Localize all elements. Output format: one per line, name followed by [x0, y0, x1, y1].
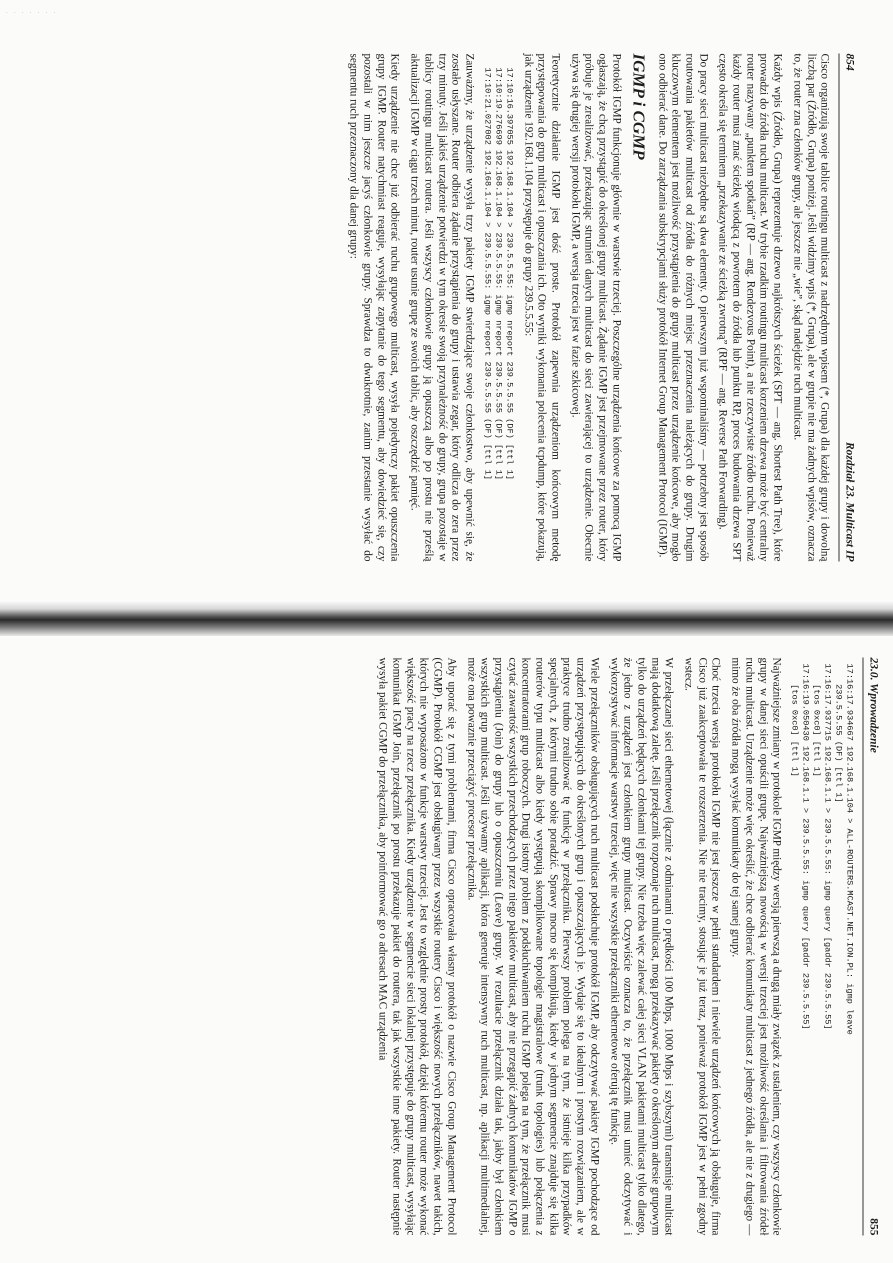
- upper-running-head: [838, 53, 855, 561]
- tcpdump-leave-output: [788, 663, 854, 1235]
- code-line: 17:10:21.027002 192.168.1.104 > 239.5.5.55: igmp nreport 239.5.5.55 (DF) [ttl 1]: [481, 67, 492, 480]
- tcpdump-output: [481, 67, 514, 561]
- code-line: [tos 0xc0] [ttl 1]: [811, 663, 822, 777]
- upper-paragraph: Zauważmy, że urządzenie wysyła trzy pakiety IGMP stwierdzające swoje członkostwo, aby upewnić się, że zostało usłyszane. Router odbiera żądanie przystąpienia do grupy i ustawia zegar, który odlicza do zera przez trzy minuty. Jeśli jakieś urządzenie potwierdzi w tym okresie swoją przynależność do grupy, grupa pozostaje w tablicy routingu multicast routera. Jeśli wszyscy członkowie grupy ją opuszczą albo po prostu nie prześlą aktualizacji IGMP w ciągu trzech minut, router usunie grupę ze swoich tablic, aby oszczędzić pamięć.: [408, 53, 475, 561]
- scan-margin-mark: . . . . . . .: [6, 8, 58, 15]
- code-line: 17:10:16.397055 192.168.1.104 > 239.5.5.55: igmp nreport 239.5.5.55 (DF) [ttl 1]: [503, 67, 514, 480]
- upper-chapter-title: Rozdział 23. Multicast IP: [843, 441, 855, 561]
- lower-page-number: 855: [867, 1217, 879, 1235]
- upper-paragraph: Każdy wpis (Źródło, Grupa) reprezentuje drzewo najkrótszych ścieżek (SPT — ang. Shortest Path Tree), które prowadzi do źródła ruchu multicast. W trybie rzadkim routingu multicast korzeniem drzewa może być centralny router nazywany „punktem spotkań” (RP — ang. Rendezvous Point), a nie rzeczywiste źródło ruchu. Ponieważ każdy router musi znać ścieżkę wiodącą z powrotem do źródła lub punktu RP, proces budowania drzewa SPT często określa się terminem „przekazywanie ze ścieżką zwrotną” (RPF — ang. Reverse Path Forwarding).: [716, 53, 784, 561]
- lower-paragraph: Choć trzecia wersja protokołu IGMP nie jest jeszcze w pełni standardem i niewiele urządzeń końcowych ją obsługuje, firma Cisco już zaakceptowała te rozszerzenia. Nie nie tracimy, stosując je już teraz, ponieważ protokół IGMP jest w pełni zgodny wstecz.: [682, 657, 722, 1235]
- upper-paragraph: Kiedy urządzenie nie chce już odbierać ruchu grupowego multicast, wysyła pojedynczy pakiet opuszczenia grupy IGMP. Router natychmiast reaguje, wysyłając zapytanie do tego segmentu, aby dowiedzieć się, czy pozostali w nim jeszcze jacyś członkowie grupy. Sprawdza to dwukrotnie, zanim przestanie wysyłać do segmentu ruch przeznaczony dla danej grupy:: [347, 53, 401, 561]
- code-line: 17:16:17.937715 192.168.1.1 > 239.5.5.55: igmp query [gaddr 239.5.5.55]: [822, 663, 833, 1030]
- lower-running-head: [862, 657, 879, 1235]
- lower-section-title: 23.0. Wprowadzenie: [867, 657, 879, 753]
- code-line: 17:16:19.050430 192.168.1.1 > 239.5.5.55: igmp query [gaddr 239.5.5.55]: [800, 663, 811, 1030]
- upper-page: [0, 47, 859, 567]
- lower-page: [18, 651, 883, 1241]
- code-line: 17:16:17.934667 192.168.1.104 > ALL-ROUTERS.MCAST.NET.ION.PL: igmp leave: [844, 663, 855, 1035]
- lower-paragraph: Wiele przełączników obsługujących ruch multicast podsłuchuje protokół IGMP, aby odczytywać pakiety IGMP pochodzące od urządzeń przystępujących do określonych grup i opuszczających je. Wydaje się to idealnym i prostym rozwiązaniem, ale w praktyce trudno zrealizować tę funkcję w przełączniku. Pierwszy problem polega na tym, że istnieje kilka przypadków specjalnych, z którymi trudno sobie poradzić. Sprawy mocno się komplikują, kiedy w jednym segmencie znajduje się kilka routerów typu multicast albo kiedy występują skomplikowane topologie magistralowe (trunk topologies) lub połączenia z koncentratorami grup roboczych. Drugi istotny problem z podsłuchiwaniem ruchu IGMP polega na tym, że przełącznik musi czytać zawartość wszystkich przechodzących przez niego pakietów multicast, aby nie przegapić żadnych komunikatów IGMP o przystąpieniu (Join) do grupy lub o opuszczeniu (Leave) grupy. W rezultacie przełącznik działa tak, jakby był członkiem wszystkich grup multicast. Jeśli używamy aplikacji, która generuje intensywny ruch multicast, np. aplikacji multimedialnej, może ona powaznie przeciążyć procesor przełącznika.: [464, 657, 600, 1235]
- lower-paragraph: Najważniejsze zmiany w protokole IGMP między wersją pierwszą a drugą miały związek z ustaleniem, czy wszyscy członkowie grupy w danej sieci opuścili grupę. Najważniejszą nowością w wersji trzeciej jest możliwość określania i filtrowania źródeł ruchu multicast. Urządzenie może więc określić, że chce odbierać komunikaty multicast z jednego źródła, ale nie z drugiego — mimo że oba źródła mogą wysyłać komunikaty do tej samej grupy.: [729, 657, 783, 1235]
- upper-paragraph: Protokół IGMP funkcjonuje głównie w warstwie trzeciej. Poszczególne urządzenia końcowe za pomocą IGMP ogłaszają, że chcą przystąpić do określonej grupy multicast. Żądanie IGMP jest przejmowane przez router, który próbuje je zrealizować, przekazując strumień danych multicast do sieci zawierającej to urządzenie. Obecnie używa się drugiej wersji protokołu IGMP, a wersja trzecia jest w fazie szkicowej.: [568, 53, 622, 561]
- section-heading: IGMP i CGMP: [628, 53, 648, 160]
- code-line: 17:10:19.276699 192.168.1.104 > 239.5.5.55: igmp nreport 239.5.5.55 (DF) [ttl 1]: [492, 67, 503, 480]
- lower-paragraph: Aby uporać się z tymi problemami, firma Cisco opracowała własny protokół o nazwie Cisco Group Management Protocol (CGMP). Protokół CGMP jest obsługiwany przez wszystkie routery Cisco i większość nowych przełączników, nawet takich, których nie wyposażono w funkcje warstwy trzeciej. Jest to względnie prosty protokół, dzięki któremu router może wykonać większość pracy na rzecz przełącznika. Kiedy urządzenie w segmencie sieci lokalnej przystępuje do grupy multicast, wysyłając komunikat IGMP Join, przełącznik po prostu przekazuje pakiet do routera, tak jak wszystkie inne pakiety. Router następnie wysyła pakiet CGMP do przełącznika, aby poinformować go o adresach MAC urządzenia: [376, 657, 457, 1235]
- upper-paragraph: Cisco organizują swoje tablice routingu multicast z nadrzędnym wpisem (*, Grupa) dla każdej grupy i dowolną liczbą par (Źródło, Grupa) poniżej. Jeśli widzimy wpis (*, Grupa), ale w grupie nie ma żadnych wpisów, oznacza to, że router zna członków grupy, ale jeszcze nie „wie”, skąd nadejdzie ruch multicast.: [790, 53, 831, 561]
- book-gutter-shadow: [0, 600, 893, 636]
- code-line: 239.5.5.55 (DF) [ttl 1]: [833, 663, 844, 803]
- lower-paragraph: W przełączanej sieci ethernetowej (łącznie z odmianami o prędkości 100 Mbps, 1000 Mbps i szybszymi) transmisje multicast mają dodatkową zaletę. Jeśli przełącznik rozpoznaje ruch multicast, mogą przekazywać pakiety o określonym adresie grupowym tylko do urządzeń będących członkami tej grupy. Nie trzeba więc zalewać całej sieci VLAN pakietami multicast tylko dlatego, że jedno z urządzeń jest członkiem grupy multicast. Oczywiście oznacza to, że przełącznik musi umieć odczytywać i wykorzystywać informacje warstwy trzeciej, więc nie wszystkie przełączniki ethernetowe oferują tę funkcję.: [607, 657, 675, 1235]
- upper-paragraph: Do pracy sieci multicast niezbędne są dwa elementy. O pierwszym już wspominaliśmy — potrzebny jest sposób routowania pakietów multicast od źródła do różnych miejsc przeznaczenia należących do grupy. Drugim kluczowym elementem jest możliwość przystąpienia do grupy multicast przez urządzenie końcowe, aby mogło ono odbierać dane. Do zarządzania subskrypcjami służy protokół Internet Group Management Protocol (IGMP).: [655, 53, 709, 561]
- upper-paragraph: Teoretycznie działanie IGMP jest dość proste. Protokół zapewnia urządzeniom końcowym metodę przystępowania do grup multicast i opuszczania ich. Oto wyniki wykonania polecenia tcpdump, które pokazują, jak urządzenie 192.168.1.104 przystępuje do grupy 239.5.5.55:: [521, 53, 562, 561]
- upper-page-number: 854: [843, 53, 855, 71]
- code-line: [tos 0xc0] [ttl 1]: [789, 663, 800, 777]
